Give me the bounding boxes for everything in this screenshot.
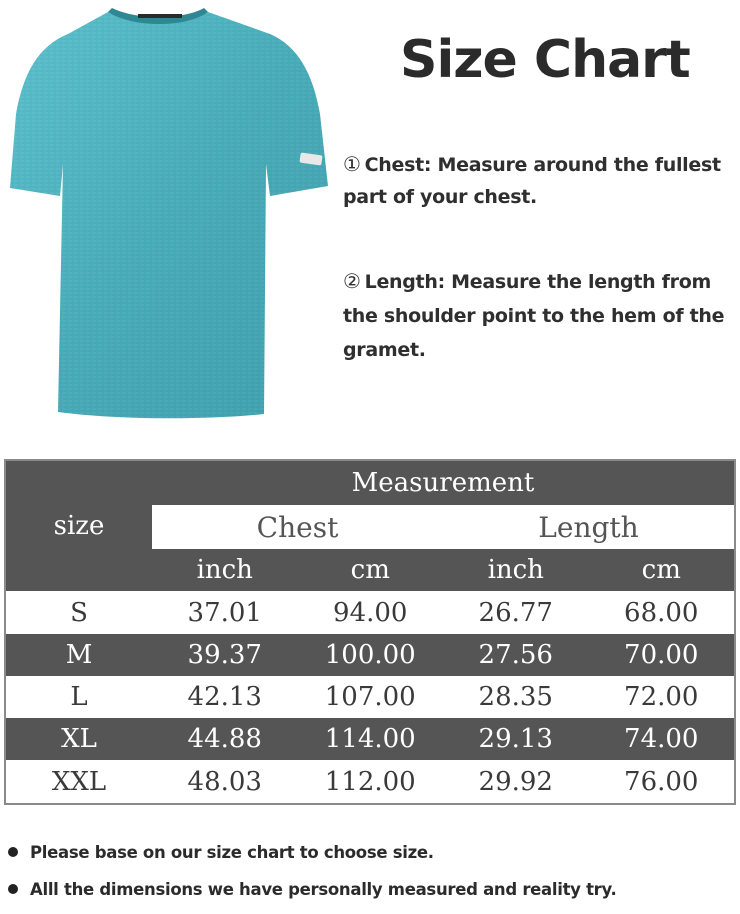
value-cell: 42.13 — [187, 682, 262, 712]
table-row — [6, 718, 734, 760]
length-instruction-text: Length: Measure the length from the shoulder point to the hem of the gramet. — [343, 271, 725, 361]
value-cell: 114.00 — [324, 724, 416, 754]
size-column-header: size — [53, 511, 105, 541]
size-cell: XL — [61, 724, 97, 754]
circled-number-2: ② — [343, 269, 361, 293]
unit-header-row — [152, 549, 734, 591]
table-row — [6, 760, 734, 803]
value-cell: 48.03 — [187, 766, 262, 797]
unit-header: cm — [350, 555, 390, 585]
list-item — [8, 840, 728, 864]
value-cell: 76.00 — [624, 766, 699, 797]
value-cell: 37.01 — [187, 597, 262, 628]
size-chart-table — [4, 459, 736, 805]
chest-instruction-text: Chest: Measure around the fullest part of your chest. — [343, 154, 721, 208]
length-header: Length — [538, 510, 639, 544]
chest-header: Chest — [256, 510, 339, 544]
value-cell: 100.00 — [324, 640, 416, 670]
value-cell: 74.00 — [624, 724, 699, 754]
value-cell: 29.13 — [478, 724, 553, 754]
size-cell: XXL — [51, 766, 107, 797]
bullet-text: Please base on our size chart to choose size. — [30, 842, 434, 862]
page-title: Size Chart — [400, 30, 690, 90]
size-cell: M — [65, 640, 93, 670]
bullet-dot-icon — [8, 847, 18, 857]
bullet-dot-icon — [8, 884, 18, 894]
value-cell: 44.88 — [187, 724, 262, 754]
value-cell: 94.00 — [333, 597, 408, 628]
tshirt-image — [8, 4, 332, 422]
size-cell: S — [70, 597, 88, 628]
notes-list — [8, 840, 728, 914]
group-header-row — [152, 505, 734, 549]
length-instruction — [343, 264, 735, 367]
value-cell: 27.56 — [478, 640, 553, 670]
unit-header: inch — [196, 555, 253, 585]
circled-number-1: ① — [343, 152, 361, 176]
size-cell: L — [70, 682, 88, 712]
table-row — [6, 591, 734, 634]
bullet-text: Alll the dimensions we have personally measured and reality try. — [30, 879, 617, 899]
list-item — [8, 877, 728, 901]
value-cell: 26.77 — [478, 597, 553, 628]
value-cell: 112.00 — [324, 766, 416, 797]
value-cell: 29.92 — [478, 766, 553, 797]
value-cell: 107.00 — [324, 682, 416, 712]
table-row — [6, 676, 734, 718]
unit-header: cm — [641, 555, 681, 585]
unit-header: inch — [487, 555, 544, 585]
measurement-header: Measurement — [351, 468, 535, 498]
table-row — [6, 634, 734, 676]
chest-instruction — [343, 148, 735, 213]
value-cell: 28.35 — [478, 682, 553, 712]
value-cell: 39.37 — [187, 640, 262, 670]
value-cell: 70.00 — [624, 640, 699, 670]
value-cell: 72.00 — [624, 682, 699, 712]
value-cell: 68.00 — [624, 597, 699, 628]
